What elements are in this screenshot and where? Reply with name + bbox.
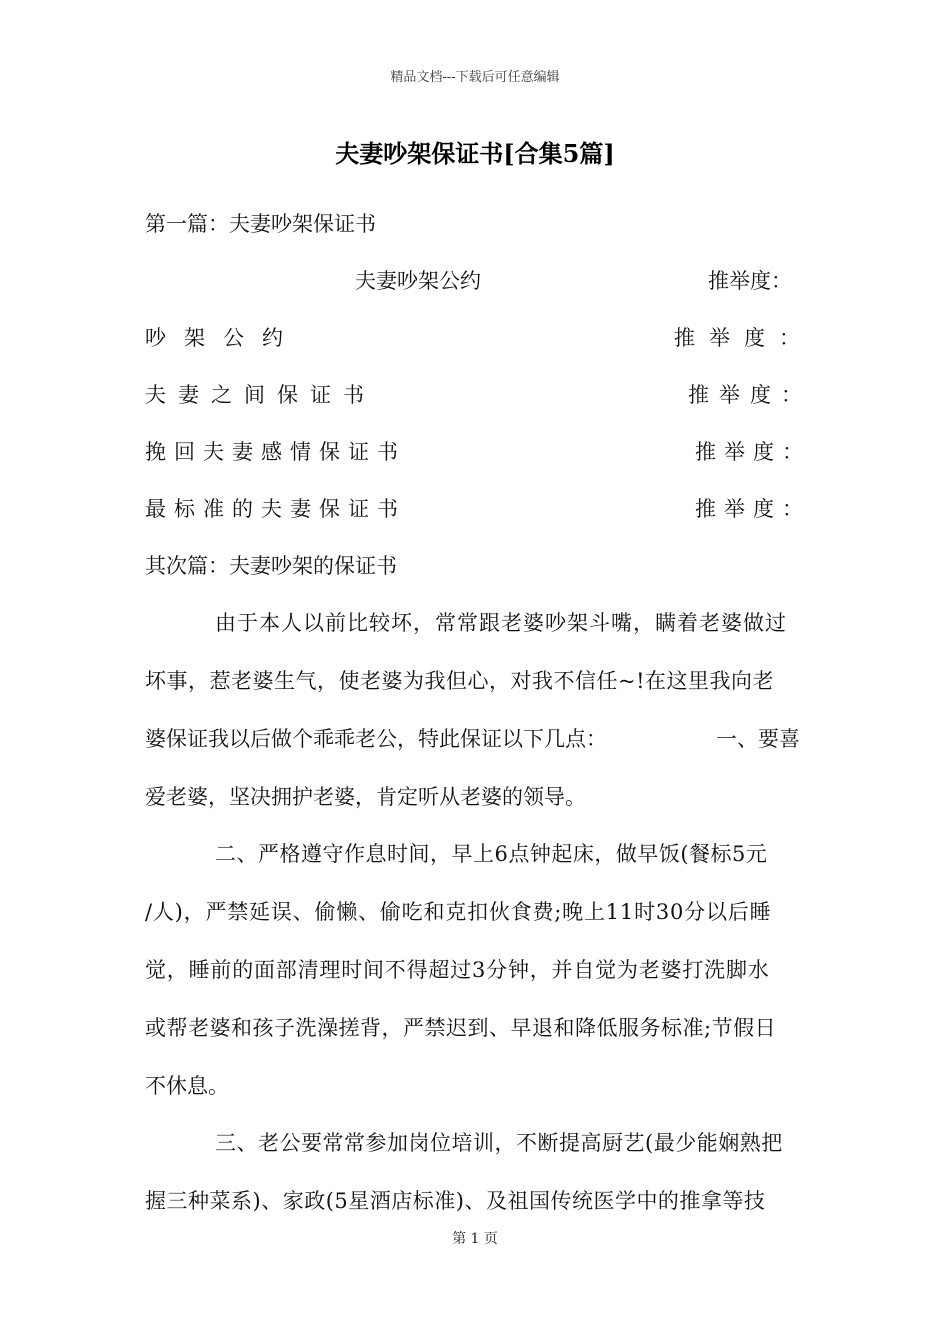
body-line: 坏事，惹老婆生气，使老婆为我但心，对我不信任~!在这里我向老 (145, 669, 775, 693)
body-line: 婆保证我以后做个乖乖老公，特此保证以下几点： (145, 727, 607, 751)
toc-title-3: 夫妻之间保证书 (145, 383, 376, 407)
body-line: 觉，睡前的面部清理时间不得超过3分钟，并自觉为老婆打洗脚水 (145, 958, 770, 982)
toc-rec-2: 推举度： (674, 326, 814, 350)
body-line: 爱老婆，坚决拥护老婆，肯定听从老婆的领导。 (145, 785, 586, 809)
toc-rec-4: 推举度： (695, 440, 811, 464)
section-1-heading: 第一篇：夫妻吵架保证书 (145, 212, 376, 236)
body-line: /人)，严禁延误、偷懒、偷吃和克扣伙食费;晚上11时30分以后睡 (145, 900, 772, 924)
page-number: 第 1 页 (452, 1231, 498, 1247)
body-line: 握三种菜系)、家政(5星酒店标准)、及祖国传统医学中的推拿等技 (145, 1189, 766, 1213)
body-line: 三、老公要常常参加岗位培训，不断提高厨艺(最少能娴熟把 (215, 1131, 783, 1155)
toc-title-5: 最标准的夫妻保证书 (145, 497, 406, 521)
toc-title-4: 挽回夫妻感情保证书 (145, 440, 406, 464)
body-line: 二、严格遵守作息时间，早上6点钟起床，做早饭(餐标5元 (215, 842, 768, 866)
toc-title-1: 夫妻吵架公约 (355, 269, 481, 293)
body-line: 一、要喜 (716, 727, 800, 751)
toc-title-2: 吵架公约 (145, 326, 301, 350)
toc-rec-1: 推举度： (708, 269, 792, 293)
document-title: 夫妻吵架保证书[合集5篇] (335, 139, 615, 168)
body-line: 不休息。 (145, 1074, 229, 1098)
page-header: 精品文档---下载后可任意编辑 (390, 70, 560, 85)
body-line: 或帮老婆和孩子洗澡搓背，严禁迟到、早退和降低服务标准;节假日 (145, 1016, 777, 1040)
toc-rec-3: 推举度： (688, 383, 812, 407)
section-2-heading: 其次篇：夫妻吵架的保证书 (145, 554, 397, 578)
body-line: 由于本人以前比较坏，常常跟老婆吵架斗嘴，瞒着老婆做过 (215, 611, 787, 635)
toc-rec-5: 推举度： (695, 497, 811, 521)
